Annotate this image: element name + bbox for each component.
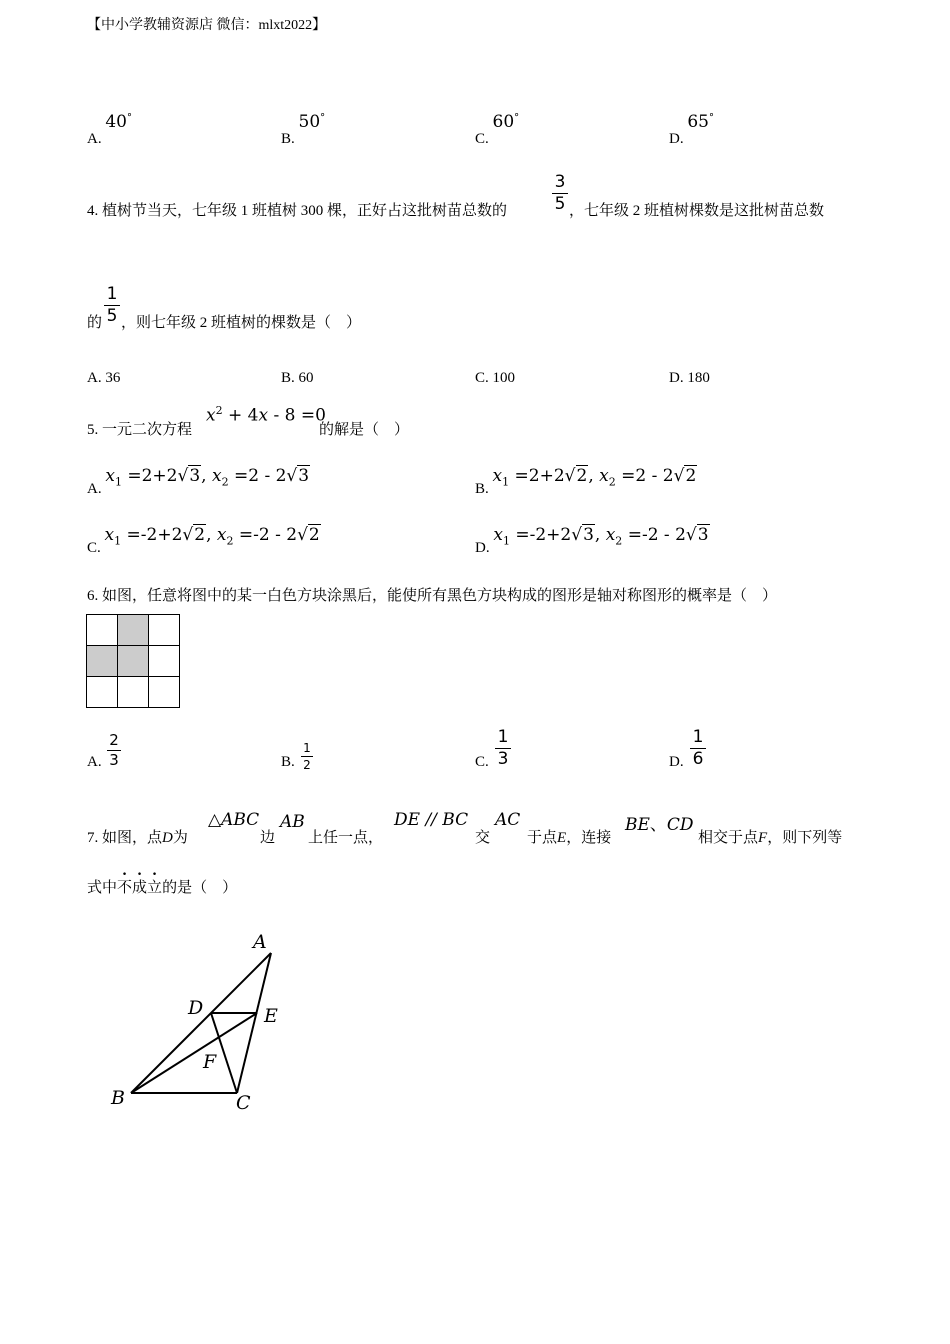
option-label: C. [87, 540, 101, 556]
option-formula: $x_1 =2+2√2$, $x_2 =2 - 2√2$ [492, 466, 697, 489]
q5-equation: $x^2 + 4x - 8 =0$ [206, 404, 326, 426]
grid-cell-gray [118, 615, 149, 646]
option-value: 50° [298, 112, 326, 132]
emphasis-char: 立 [147, 880, 163, 896]
q7-t4: 上任一点， [308, 830, 384, 846]
q4-option-d[interactable]: D. 180 [669, 370, 710, 386]
option-value: 65° [687, 112, 714, 132]
grid-cell-gray [118, 646, 149, 677]
q7-ac: AC [495, 810, 521, 830]
q5-option-b[interactable] [475, 466, 697, 497]
option-label: D. [669, 131, 684, 147]
q3-option-c[interactable] [475, 112, 520, 147]
q5-text-before: 5. 一元二次方程 [87, 422, 193, 438]
q6-option-d-label[interactable]: D. [669, 754, 684, 770]
q6-grid-figure [86, 614, 180, 708]
q7-triangle-figure [100, 928, 300, 1118]
option-label: B. [475, 481, 489, 497]
option-label: C. [475, 131, 489, 147]
q6-option-b-fraction: 1 2 [301, 742, 313, 771]
q7-t6: 于点E，连接 [527, 830, 612, 846]
option-label: A. [87, 131, 102, 147]
q7-t1: 7. 如图，点D为 [87, 830, 188, 846]
vertex-label-b: B [111, 1087, 125, 1109]
q4-fraction-3-5: 3 5 [552, 174, 568, 213]
q5-option-c[interactable] [87, 525, 321, 556]
option-label: D. [475, 540, 490, 556]
q7-triangle-abc: △ABC [208, 810, 260, 830]
q7-t5: 交 [475, 830, 491, 846]
grid-cell [149, 646, 180, 677]
q3-option-a[interactable] [87, 112, 132, 147]
option-label: B. [281, 131, 295, 147]
q4-fraction-1-5: 1 5 [104, 286, 120, 325]
q6-option-b-label[interactable]: B. [281, 754, 295, 770]
grid-cell [87, 677, 118, 708]
option-value: 40° [105, 112, 132, 132]
grid-cell [87, 615, 118, 646]
emphasis-char: 成 [132, 880, 148, 896]
q5-text-after: 的解是（ ） [319, 422, 410, 438]
vertex-label-a: A [253, 931, 267, 953]
q4-option-b[interactable]: B. 60 [281, 370, 314, 386]
q4-option-a[interactable]: A. 36 [87, 370, 121, 386]
option-formula: $x_1 =-2+2√2$, $x_2 =-2 - 2√2$ [104, 525, 320, 548]
emphasis-char: 不 [117, 880, 133, 896]
segment-be [131, 1013, 257, 1093]
q3-option-b[interactable] [281, 112, 326, 147]
option-value: 60° [492, 112, 520, 132]
q7-line2: 式中不成立的是（ ） [87, 880, 238, 896]
grid-cell [149, 615, 180, 646]
page-header: 【中小学教辅资源店 微信：mlxt2022】 [87, 18, 327, 33]
q4-text-part1: 4. 植树节当天，七年级 1 班植树 300 棵，正好占这批树苗总数的 [87, 203, 508, 219]
side-ab [131, 953, 271, 1093]
option-formula: $x_1 =-2+2√3$, $x_2 =-2 - 2√3$ [493, 525, 709, 548]
q7-t8: 相交于点F，则下列等 [698, 830, 843, 846]
option-formula: $x_1 =2+2√3$, $x_2 =2 - 2√3$ [105, 466, 310, 489]
q7-de-parallel-bc: DE // BC [394, 810, 469, 830]
q4-option-c[interactable]: C. 100 [475, 370, 516, 386]
q6-text: 6. 如图，任意将图中的某一白色方块涂黑后，能使所有黑色方块构成的图形是轴对称图形的概率是（ ） [87, 588, 778, 604]
q4-text-part3: 的 [87, 315, 103, 331]
q5-option-d[interactable] [475, 525, 710, 556]
q5-option-a[interactable] [87, 466, 310, 497]
vertex-label-f: F [203, 1051, 217, 1073]
q6-option-c-label[interactable]: C. [475, 754, 489, 770]
q7-t3: 边 [260, 830, 276, 846]
vertex-label-c: C [236, 1092, 251, 1114]
q6-option-a-fraction: 2 3 [107, 733, 121, 768]
q3-option-d[interactable] [669, 112, 714, 147]
q6-option-c-fraction: 1 3 [495, 729, 511, 768]
q7-ab: AB [280, 812, 305, 832]
grid-cell [149, 677, 180, 708]
grid-cell-gray [87, 646, 118, 677]
grid-cell [118, 677, 149, 708]
option-label: A. [87, 481, 102, 497]
q6-option-d-fraction: 1 6 [690, 729, 706, 768]
vertex-label-e: E [264, 1005, 278, 1027]
q7-be-cd: BE、CD [625, 815, 694, 835]
q4-text-part2: ，七年级 2 班植树棵数是这批树苗总数 [569, 203, 825, 219]
vertex-label-d: D [188, 997, 204, 1019]
q6-option-a-label[interactable]: A. [87, 754, 102, 770]
q4-text-part4: ，则七年级 2 班植树的棵数是（ ） [121, 315, 362, 331]
